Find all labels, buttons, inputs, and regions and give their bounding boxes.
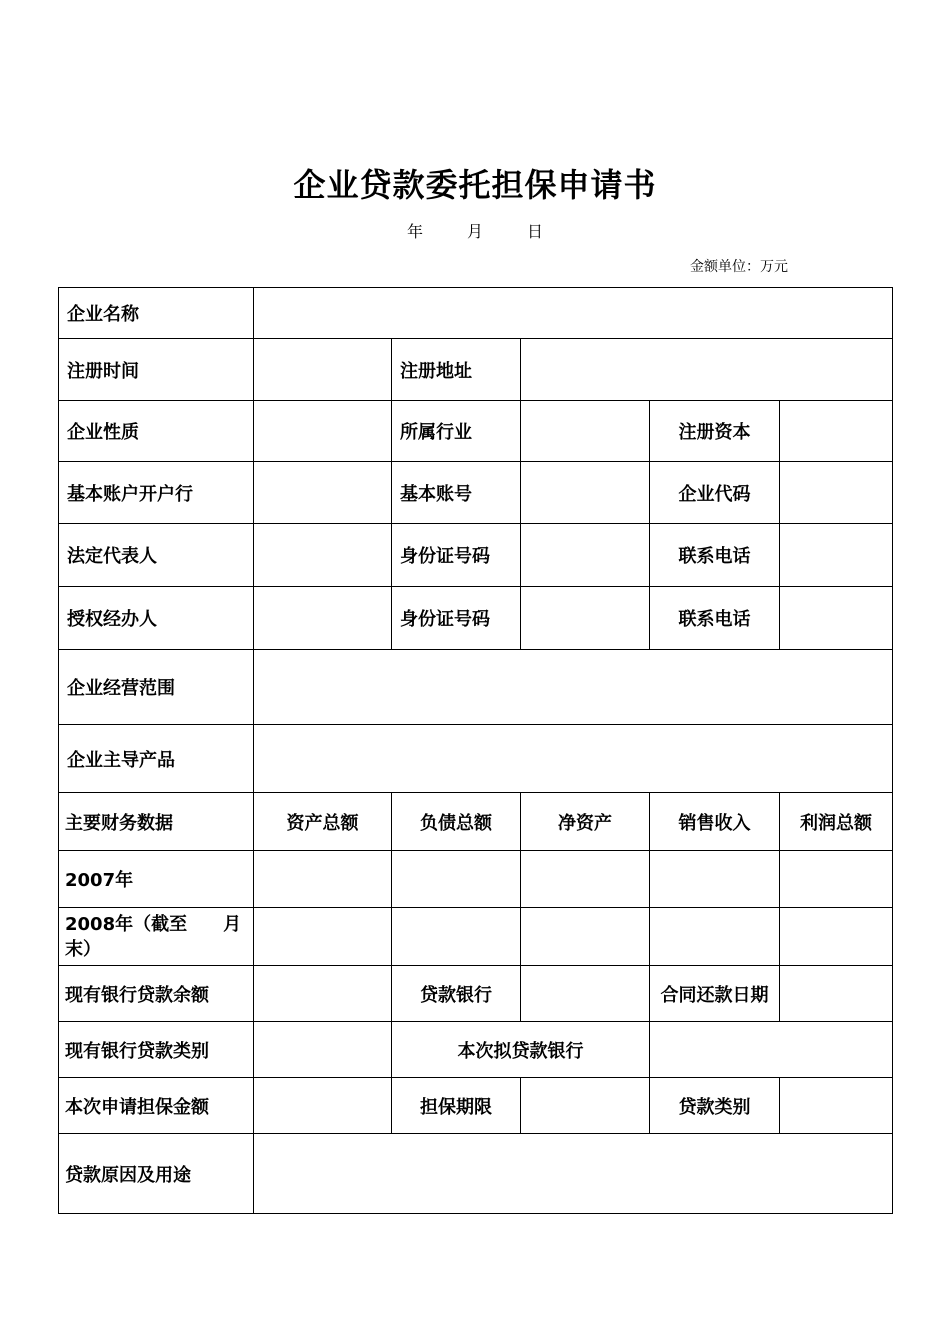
field-reg-capital[interactable] [780, 401, 893, 462]
label-existing-loan-type: 现有银行贷款类别 [59, 1022, 254, 1078]
field-basic-account[interactable] [521, 462, 650, 524]
field-industry[interactable] [521, 401, 650, 462]
field-proposed-bank[interactable] [650, 1022, 893, 1078]
field-existing-loan-type[interactable] [254, 1022, 392, 1078]
label-legal-rep: 法定代表人 [59, 524, 254, 587]
field-2007-total-profit[interactable] [780, 851, 893, 908]
field-basic-bank[interactable] [254, 462, 392, 524]
field-agent-phone[interactable] [780, 587, 893, 650]
row-main-products [59, 725, 893, 793]
row-registration [59, 339, 893, 401]
field-loan-type[interactable] [780, 1078, 893, 1134]
row-company-name [59, 288, 893, 339]
label-loan-purpose: 贷款原因及用途 [59, 1134, 254, 1214]
field-loan-bank[interactable] [521, 966, 650, 1022]
label-repay-date: 合同还款日期 [650, 966, 780, 1022]
label-company-name: 企业名称 [59, 288, 254, 339]
field-repay-date[interactable] [780, 966, 893, 1022]
field-2008-total-profit[interactable] [780, 908, 893, 966]
field-2007-net-assets[interactable] [521, 851, 650, 908]
label-industry: 所属行业 [392, 401, 521, 462]
field-business-scope[interactable] [254, 650, 893, 725]
field-agent-id-number[interactable] [521, 587, 650, 650]
date-month: 月 [466, 222, 483, 241]
field-guarantee-period[interactable] [521, 1078, 650, 1134]
label-company-code: 企业代码 [650, 462, 780, 524]
label-phone: 联系电话 [650, 524, 780, 587]
field-guarantee-amount[interactable] [254, 1078, 392, 1134]
field-2008-total-liabilities[interactable] [392, 908, 521, 966]
label-main-products: 企业主导产品 [59, 725, 254, 793]
col-sales-revenue: 销售收入 [650, 793, 780, 851]
row-existing-loan [59, 966, 893, 1022]
field-company-name[interactable] [254, 288, 893, 339]
col-net-assets: 净资产 [521, 793, 650, 851]
label-year-2008: 2008年（截至 月末） [59, 908, 254, 966]
row-bank-account [59, 462, 893, 524]
label-reg-time: 注册时间 [59, 339, 254, 401]
label-basic-account: 基本账号 [392, 462, 521, 524]
field-existing-loan-balance[interactable] [254, 966, 392, 1022]
document-title: 企业贷款委托担保申请书 [293, 166, 657, 204]
label-agent: 授权经办人 [59, 587, 254, 650]
row-legal-rep [59, 524, 893, 587]
label-guarantee-amount: 本次申请担保金额 [59, 1078, 254, 1134]
label-loan-type: 贷款类别 [650, 1078, 780, 1134]
label-financial-data: 主要财务数据 [59, 793, 254, 851]
row-year-2008 [59, 908, 893, 966]
field-2007-sales-revenue[interactable] [650, 851, 780, 908]
amount-unit: 金额单位：万元 [690, 259, 788, 275]
row-financial-header [59, 793, 893, 851]
field-2008-total-assets[interactable] [254, 908, 392, 966]
row-agent [59, 587, 893, 650]
field-loan-purpose[interactable] [254, 1134, 893, 1214]
field-company-code[interactable] [780, 462, 893, 524]
label-business-scope: 企业经营范围 [59, 650, 254, 725]
col-total-profit: 利润总额 [780, 793, 893, 851]
row-loan-purpose [59, 1134, 893, 1214]
row-loan-type [59, 1022, 893, 1078]
label-id-number: 身份证号码 [392, 524, 521, 587]
label-year-2007: 2007年 [59, 851, 254, 908]
label-loan-bank: 贷款银行 [392, 966, 521, 1022]
label-guarantee-period: 担保期限 [392, 1078, 521, 1134]
row-nature [59, 401, 893, 462]
field-phone[interactable] [780, 524, 893, 587]
label-existing-loan-balance: 现有银行贷款余额 [59, 966, 254, 1022]
date-line [0, 219, 950, 242]
label-id-number: 身份证号码 [392, 587, 521, 650]
date-day: 日 [527, 222, 544, 241]
label-proposed-bank: 本次拟贷款银行 [392, 1022, 650, 1078]
label-company-nature: 企业性质 [59, 401, 254, 462]
application-form-table [58, 287, 893, 1214]
label-phone: 联系电话 [650, 587, 780, 650]
label-basic-bank: 基本账户开户行 [59, 462, 254, 524]
row-year-2007 [59, 851, 893, 908]
label-reg-capital: 注册资本 [650, 401, 780, 462]
field-legal-rep[interactable] [254, 524, 392, 587]
field-agent[interactable] [254, 587, 392, 650]
row-guarantee [59, 1078, 893, 1134]
field-2007-total-assets[interactable] [254, 851, 392, 908]
label-reg-address: 注册地址 [392, 339, 521, 401]
row-business-scope [59, 650, 893, 725]
col-total-assets: 资产总额 [254, 793, 392, 851]
field-company-nature[interactable] [254, 401, 392, 462]
field-2007-total-liabilities[interactable] [392, 851, 521, 908]
field-reg-address[interactable] [521, 339, 893, 401]
col-total-liabilities: 负债总额 [392, 793, 521, 851]
field-main-products[interactable] [254, 725, 893, 793]
date-year: 年 [406, 222, 423, 241]
field-2008-sales-revenue[interactable] [650, 908, 780, 966]
field-2008-net-assets[interactable] [521, 908, 650, 966]
field-id-number[interactable] [521, 524, 650, 587]
field-reg-time[interactable] [254, 339, 392, 401]
